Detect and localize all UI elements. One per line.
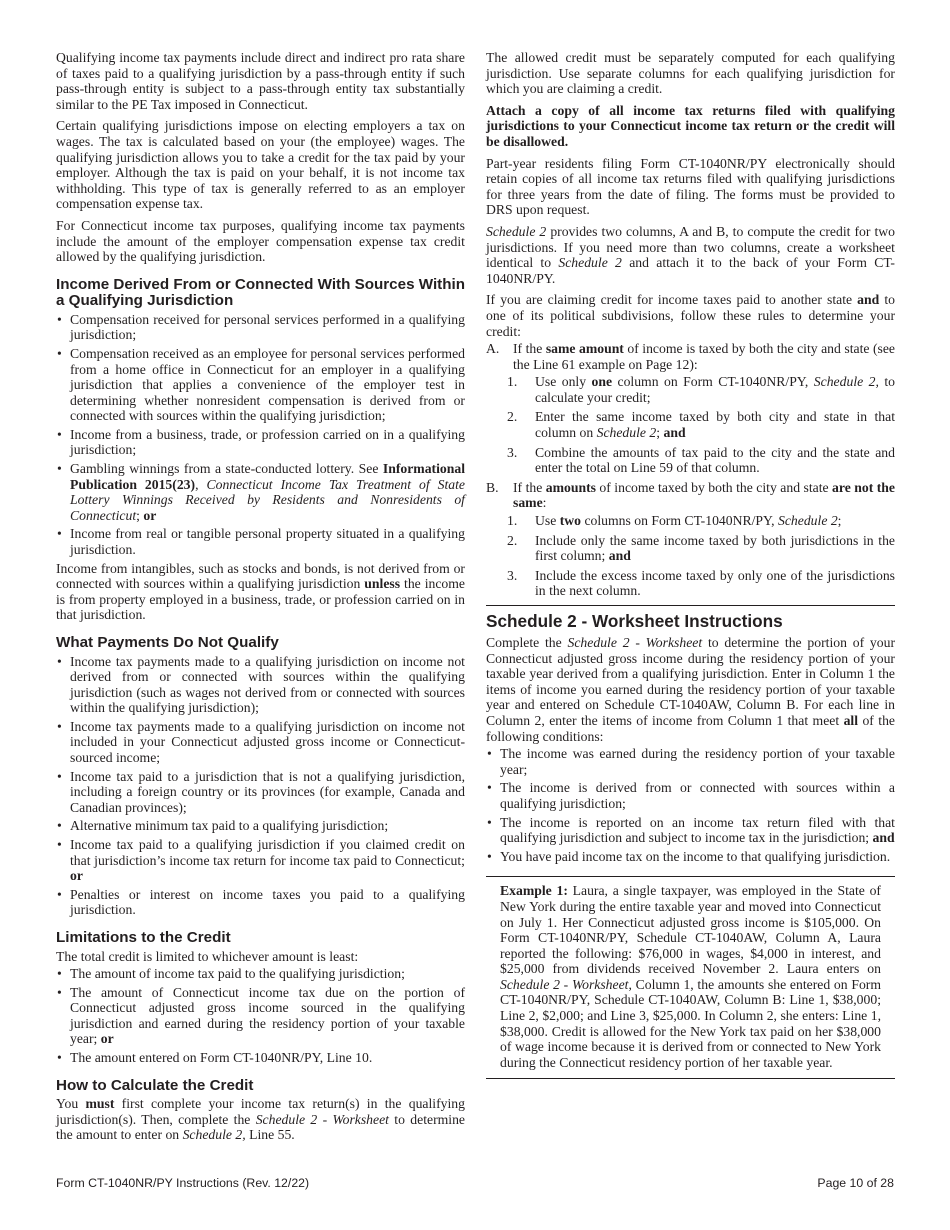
schedule-reference: Schedule 2 xyxy=(596,425,657,441)
text: Include the excess income taxed by only one of the jurisdictions in the next column. xyxy=(535,567,895,599)
emphasis: one xyxy=(591,374,613,390)
text: to determine the amount to enter on xyxy=(56,1111,465,1143)
text: first complete your income tax return(s) in the qualifying jurisdiction(s). Then, complete the xyxy=(56,1096,465,1127)
emphasis: unless xyxy=(364,576,401,592)
text: ; xyxy=(136,507,144,523)
rule-a xyxy=(486,341,895,372)
text: The income is reported on an income tax return filed with that qualifying jurisdiction and subject to income tax in the jurisdiction; xyxy=(500,814,895,846)
list-item: • The income is derived from or connected with sources within a qualifying jurisdiction; xyxy=(486,780,895,811)
payments-not-qualify-list xyxy=(56,654,465,919)
limitations-list xyxy=(56,966,465,1066)
footer-form-id: Form CT-1040NR/PY Instructions (Rev. 12/22) xyxy=(56,1176,310,1190)
text: of the following conditions: xyxy=(486,712,896,744)
schedule-reference: Schedule 2 xyxy=(778,513,838,529)
emphasis: amounts xyxy=(545,479,596,495)
heading-schedule-2-worksheet: Schedule 2 - Worksheet Instructions xyxy=(486,611,783,631)
list-item: • Income tax payments made to a qualifying jurisdiction on income not included in your Connecticut adjusted gross income or Connecticut-sourced income; xyxy=(56,719,465,766)
paragraph-intangibles xyxy=(56,561,465,623)
schedule-reference: Schedule 2 - Worksheet xyxy=(255,1111,389,1127)
list-marker: 1. xyxy=(507,513,518,529)
text: and attach it to the back of your Form CT-1040NR/PY. xyxy=(486,255,895,286)
list-marker: 3. xyxy=(507,567,518,583)
emphasis: must xyxy=(85,1096,115,1112)
list-item xyxy=(56,985,465,1047)
publication-reference: Informational Publication 2015(23) xyxy=(70,461,465,492)
text: , xyxy=(195,476,207,492)
text: If the xyxy=(513,479,546,495)
list-marker: B. xyxy=(486,479,499,495)
paragraph-employer-tax: Certain qualifying jurisdictions impose on electing employers a tax on wages. The tax is calculated based on your (the employee) wages. The qualifying jurisdiction allows you to take a credit for the tax paid by your employer. Although the tax is paid on your behalf, it is not income tax withholding. This type of tax is generally referred to as an employer compensation expense tax. xyxy=(56,118,465,212)
income-derived-list xyxy=(56,312,465,558)
list-item: • The income was earned during the residency portion of your taxable year; xyxy=(486,746,895,777)
conjunction: or xyxy=(100,1031,114,1047)
list-marker: 2. xyxy=(507,532,518,548)
conjunction: or xyxy=(70,868,83,884)
text: to one of its political subdivisions, follow these rules to determine your credit: xyxy=(486,292,895,339)
list-item: • Income tax paid to a jurisdiction that is not a qualifying jurisdiction, including a foreign country or its provinces (for example, Canada and Canadian provinces); xyxy=(56,769,465,816)
schedule-reference: Schedule 2 - Worksheet xyxy=(500,976,629,992)
text: Laura, a single taxpayer, was employed in the State of New York during the entire taxable year and moved into Connecticut on July 1. Her Connecticut adjusted gross income is $105,000. On Form CT-1040NR/PY, Schedule CT-1040AW, Column A, Laura reported the following: $76,000 in wages, $4,000 in interest, and $25,000 from dividends received November 2. Laura enters on xyxy=(500,883,881,977)
text: Line 55. xyxy=(245,1127,295,1143)
text: , Column 1, the amounts she entered on Form CT-1040NR/PY, Schedule CT-1040AW, Column B: Line 1, $38,000; Line 2, $2,000; and Line 3, $25,000. In Column 2, she enters: Line 1, $38,000. Credit is allowed for the New York tax paid on her $38,000 of wage income because it is derived from or connected to New York during the Connecticut residency portion of her taxable year. xyxy=(500,976,881,1070)
conjunction: and xyxy=(872,830,895,846)
conjunction: and xyxy=(608,548,631,564)
text: of income is taxed by both the city and state (see the Line 61 example on Page 12): xyxy=(513,341,895,372)
list-item: • Penalties or interest on income taxes you paid to a qualifying jurisdiction. xyxy=(56,887,465,918)
text: Include only the same income taxed by both jurisdictions in the first column; xyxy=(535,532,895,564)
paragraph-worksheet xyxy=(486,635,895,744)
list-item: • Income tax payments made to a qualifying jurisdiction on income not derived from or connected with sources within the qualifying jurisdiction (such as wages not derived from or connected with sources within the qualifying jurisdiction); xyxy=(56,654,465,716)
list-marker: 3. xyxy=(507,444,518,460)
text: Income from intangibles, such as stocks and bonds, is not derived from or connected with sources within a qualifying jurisdiction xyxy=(56,560,465,592)
list-item xyxy=(486,815,895,846)
right-column xyxy=(486,50,895,1079)
text: Use only xyxy=(535,374,592,390)
list-item: • The amount entered on Form CT-1040NR/PY, Line 10. xyxy=(56,1050,465,1066)
text: If you are claiming credit for income taxes paid to another state xyxy=(486,292,858,308)
paragraph-two-columns xyxy=(486,224,895,286)
left-column xyxy=(56,50,465,1149)
example-label: Example 1: xyxy=(500,883,568,899)
rule-a-step-2 xyxy=(507,409,895,440)
text: column on Form CT-1040NR/PY, xyxy=(612,374,814,390)
emphasis: are not the same xyxy=(513,479,895,511)
paragraph-part-year: Part-year residents filing Form CT-1040NR/PY electronically should retain copies of all income tax returns filed with qualifying jurisdictions for three years from the date of filing. The forms must be provided to DRS upon request. xyxy=(486,155,895,218)
text: Enter the same income taxed by both city and state in that column on xyxy=(535,409,895,441)
text: the income is from property employed in a business, trade, or profession carried on in that jurisdiction. xyxy=(56,576,466,623)
text: ; xyxy=(837,513,842,529)
example-1-box xyxy=(486,876,895,1079)
paragraph-separate-columns: The allowed credit must be separately computed for each qualifying jurisdiction. Use separate columns for each qualifying jurisdiction for which you are claiming a credit. xyxy=(486,50,895,97)
emphasis: all xyxy=(843,712,859,728)
schedule-reference: Schedule 2, xyxy=(813,374,879,390)
conjunction: and xyxy=(663,425,686,441)
list-item: • The amount of income tax paid to the qualifying jurisdiction; xyxy=(56,966,465,982)
heading-limitations: Limitations to the Credit xyxy=(56,929,231,946)
list-item: • Alternative minimum tax paid to a qualifying jurisdiction; xyxy=(56,818,465,834)
text: Gambling winnings from a state-conducted lottery. See xyxy=(70,461,383,477)
schedule-reference: Schedule 2, xyxy=(182,1127,246,1143)
text: Combine the amounts of tax paid to the city and the state and enter the total on Line 59 of that column. xyxy=(535,444,895,476)
rule-b xyxy=(486,480,895,511)
schedule-reference: Schedule 2 xyxy=(486,223,547,239)
text: You xyxy=(56,1096,86,1112)
publication-title: Connecticut Income Tax Treatment of State Lottery Winnings Received by Residents and Nonresidents of Connecticut xyxy=(70,476,466,523)
rule-b-step-3 xyxy=(507,568,895,599)
emphasis: same amount xyxy=(545,341,624,357)
list-item xyxy=(56,461,465,523)
rule-a-step-3 xyxy=(507,445,895,476)
emphasis: and xyxy=(857,292,880,308)
schedule-reference: Schedule 2 - Worksheet xyxy=(567,635,703,650)
text: The amount of Connecticut income tax due on the portion of Connecticut adjusted gross income sourced in the qualifying jurisdiction and earned during the residency portion of your taxable year; xyxy=(70,984,465,1047)
example-1-text xyxy=(500,883,881,1070)
text: provides two columns, A and B, to compute the credit for two jurisdictions. If you need more than two columns, create a worksheet identical to xyxy=(486,223,895,271)
text: Use xyxy=(535,513,560,529)
text: Income tax paid to a qualifying jurisdiction if you claimed credit on that jurisdiction’s income tax return for income tax paid to Connecticut; xyxy=(70,837,465,868)
heading-payments-not-qualify: What Payments Do Not Qualify xyxy=(56,634,279,651)
list-item xyxy=(56,837,465,884)
list-item: • You have paid income tax on the income to that qualifying jurisdiction. xyxy=(486,849,895,865)
paragraph-ct-purposes: For Connecticut income tax purposes, qualifying income tax payments include the amount of the employer compensation expense tax credit allowed by the qualifying jurisdiction. xyxy=(56,217,465,265)
rule-b-step-1 xyxy=(507,513,895,529)
paragraph-limitations: The total credit is limited to whichever amount is least: xyxy=(56,948,359,964)
list-marker: 2. xyxy=(507,409,518,425)
list-marker: A. xyxy=(486,341,500,357)
schedule-reference: Schedule 2 xyxy=(558,255,622,271)
text: to calculate your credit; xyxy=(535,374,896,405)
text: ; xyxy=(656,425,664,441)
text: : xyxy=(542,495,547,511)
heading-calculate-credit: How to Calculate the Credit xyxy=(56,1076,254,1094)
heading-income-derived: Income Derived From or Connected With Sources Within a Qualifying Jurisdiction xyxy=(56,275,465,310)
list-item: • Compensation received as an employee for personal services performed from a home office in Connecticut for an employer in a qualifying jurisdiction that applies a convenience of the employer test in determining whether nonresident compensation is derived from or connected with sources within the qualifying jurisdiction; xyxy=(56,346,465,424)
list-item: • Income from a business, trade, or profession carried on in a qualifying jurisdiction; xyxy=(56,427,465,458)
rule-b-step-2 xyxy=(507,533,895,564)
rule-a-step-1 xyxy=(507,374,895,405)
conditions-list xyxy=(486,746,895,864)
text: to determine the portion of your Connecticut adjusted gross income during the residency portion of your taxable year derived from a qualifying jurisdiction. Enter in Column 1 the items of income you earned during the residency portion of your taxable year and entered on Schedule CT-1040AW, Column B. For each line in Column 2, enter the items of income from Column 1 that meet xyxy=(486,635,895,728)
text: Complete the xyxy=(486,635,568,650)
footer-page-number: Page 10 of 28 xyxy=(817,1176,894,1190)
emphasis: two xyxy=(559,513,582,529)
list-marker: 1. xyxy=(507,374,518,390)
paragraph-city-state xyxy=(486,292,895,339)
list-item: • Income from real or tangible personal property situated in a qualifying jurisdiction. xyxy=(56,526,465,557)
emphasis: Attach a copy of all income tax returns filed with qualifying jurisdictions to your Connecticut income tax return or the credit will be disallowed. xyxy=(486,102,895,149)
paragraph-calculate xyxy=(56,1096,465,1143)
section-divider xyxy=(486,605,895,606)
conjunction: or xyxy=(143,507,157,523)
text: If the xyxy=(513,341,546,357)
paragraph-pe-tax: Qualifying income tax payments include direct and indirect pro rata share of taxes paid to a qualifying jurisdiction by a pass-through entity if such pass-through entity is subject to a pass-through entity tax substantially similar to the PE Tax imposed in Connecticut. xyxy=(56,50,465,112)
list-item: • Compensation received for personal services performed in a qualifying jurisdiction; xyxy=(56,312,465,343)
paragraph-attach-copy xyxy=(486,103,895,150)
text: columns on Form CT-1040NR/PY, xyxy=(581,513,778,529)
text: of income taxed by both the city and state xyxy=(595,479,833,495)
